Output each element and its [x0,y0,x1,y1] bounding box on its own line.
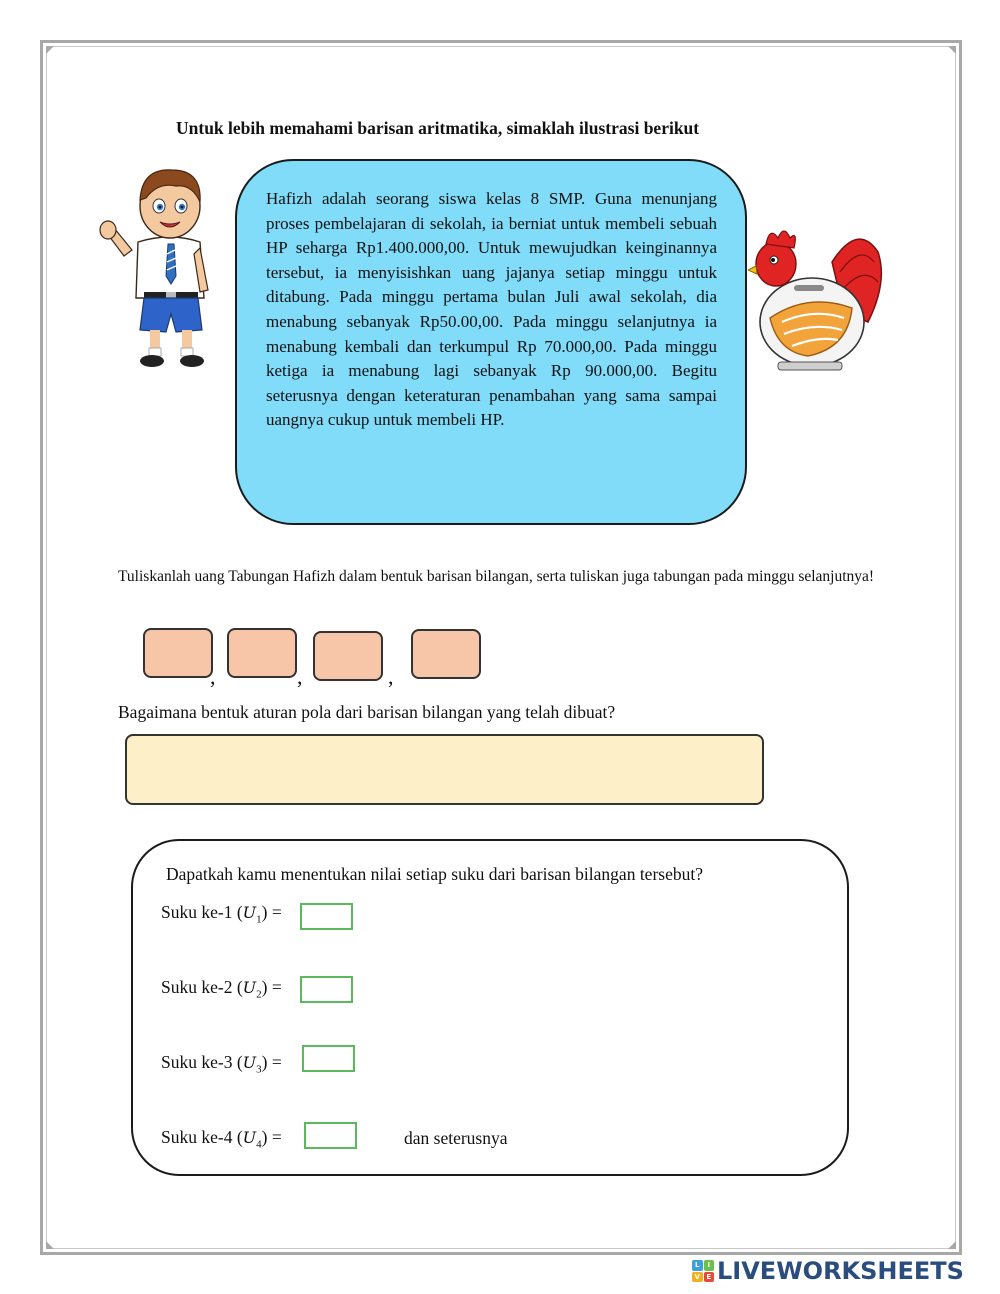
sequence-instruction: Tuliskanlah uang Tabungan Hafizh dalam bentuk barisan bilangan, serta tuliskan juga tabungan pada minggu selanjutnya! [118,568,875,585]
page-heading: Untuk lebih memahami barisan aritmatika, simaklah ilustrasi berikut [176,118,700,138]
corner-ornament [46,46,54,54]
sequence-comma: , [388,664,394,689]
term-input-2[interactable] [300,976,353,1003]
term-label-4: Suku ke-4 $(U_4)$ = [161,1127,282,1151]
terms-panel [131,839,849,1176]
pattern-question: Bagaimana bentuk aturan pola dari barisan bilangan yang telah dibuat? [118,702,616,722]
sequence-answer-box-1[interactable] [143,628,213,678]
story-text: Hafizh adalah seorang siswa kelas 8 SMP. Guna menunjang proses pembelajaran di sekolah, ia berniat untuk membeli sebuah HP seharga Rp1.400.000,00. Untuk mewujudkan keinginannya tersebut, ia menyisishkan uang jajanya setiap minggu untuk ditabung. Pada minggu pertama bulan Juli awal sekolah, dia menabung sebanyak Rp50.00,00. Pada minggu selanjutnya ia menabung kembali dan terkumpul Rp 70.000,00. Pada minggu ketiga ia menabung lagi sebanyak Rp 90.000,00. Begitu seterusnya dengan keteraturan penambahan yang sama sampai uangnya cukup untuk membeli HP. [266,189,717,430]
term-label-1: Suku ke-1 $(U_1)$ = [161,902,282,926]
term-label-2: Suku ke-2 $(U_2)$ = [161,977,282,1001]
corner-ornament [46,1241,54,1249]
term-input-1[interactable] [300,903,353,930]
liveworksheets-logo-icon: L I V E [692,1260,714,1282]
corner-ornament [948,46,956,54]
liveworksheets-watermark [692,1256,964,1286]
sequence-answer-box-4[interactable] [411,629,481,679]
term-input-3[interactable] [302,1045,355,1072]
sequence-comma: , [297,664,303,689]
corner-ornament [948,1241,956,1249]
term-input-4[interactable] [304,1122,357,1149]
sequence-answer-box-3[interactable] [313,631,383,681]
pattern-answer-box[interactable] [125,734,764,805]
terms-question: Dapatkah kamu menentukan nilai setiap suku dari barisan bilangan tersebut? [166,864,703,884]
sequence-answer-box-2[interactable] [227,628,297,678]
student-boy-illustration [96,158,221,373]
hen-piggy-bank-illustration [748,222,888,377]
sequence-comma: , [210,664,216,689]
liveworksheets-wordmark: LIVEWORKSHEETS [717,1257,964,1285]
term-label-3: Suku ke-3 $(U_3)$ = [161,1052,282,1076]
etc-text: dan seterusnya [404,1128,508,1148]
